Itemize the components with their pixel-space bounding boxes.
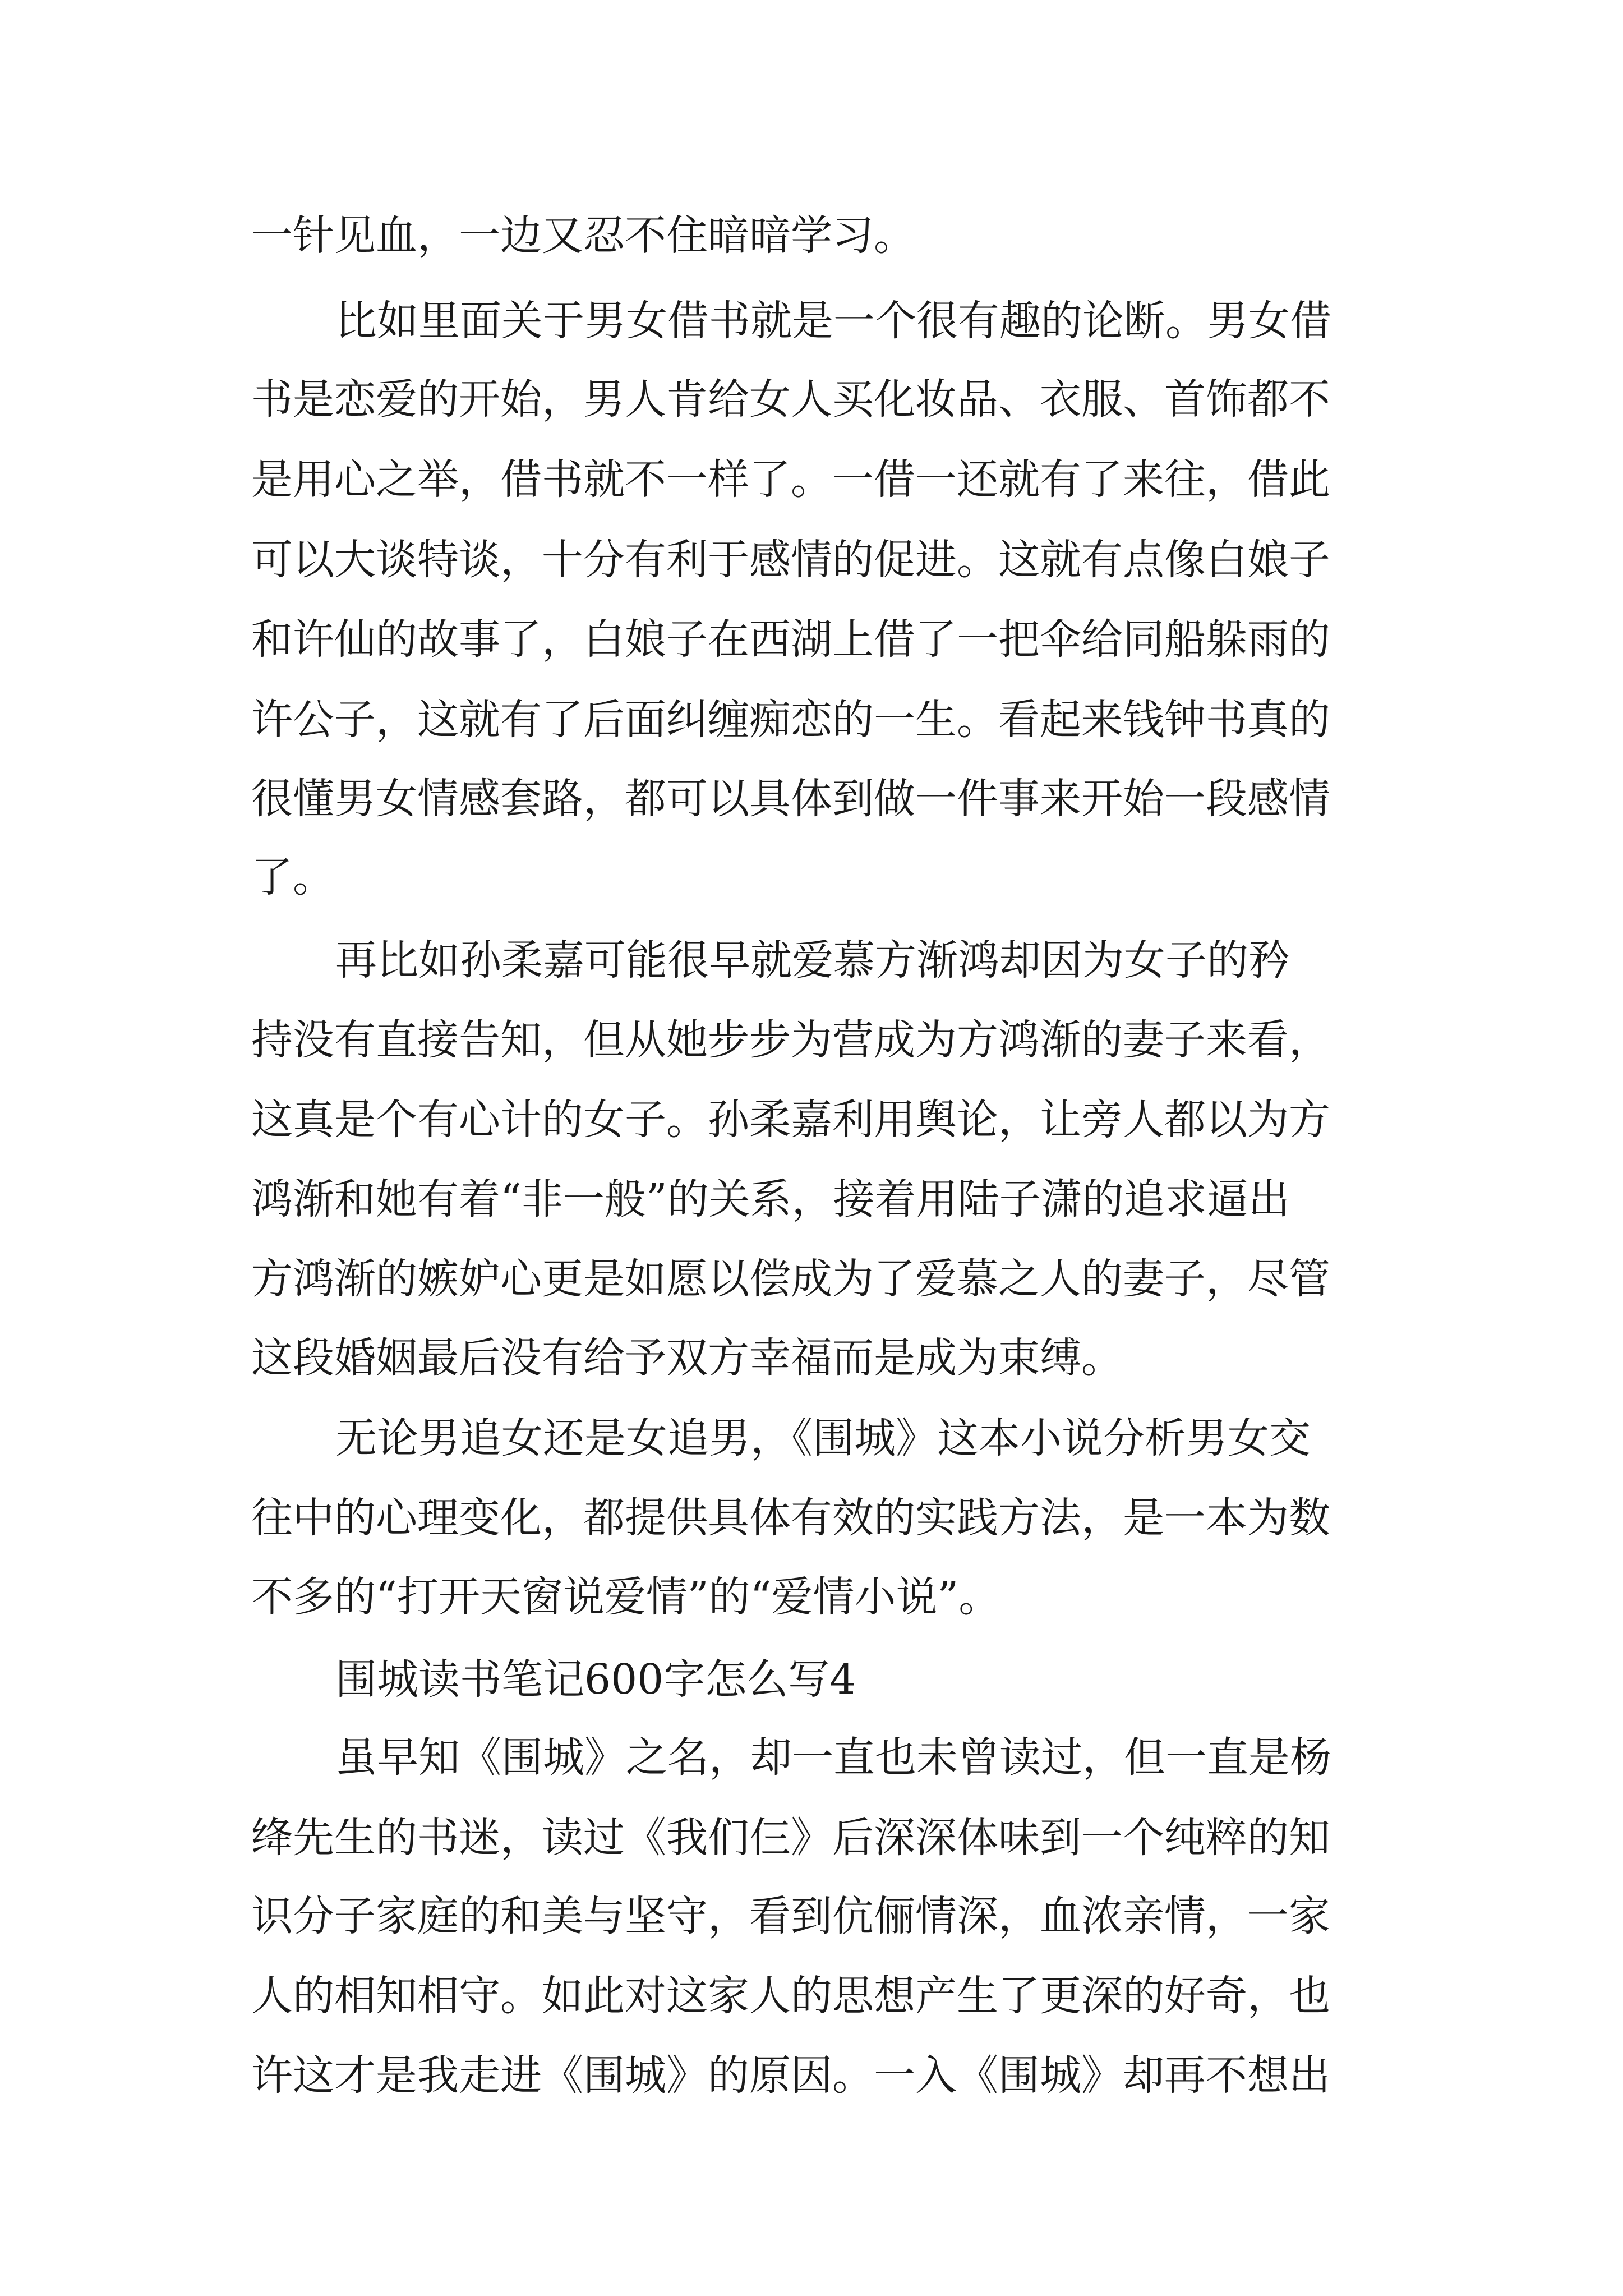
text-line: 无论男追女还是女追男，《围城》这本小说分析男女交 (335, 1414, 1311, 1462)
text-line: 虽早知《围城》之名，却一直也未曾读过，但一直是杨 (335, 1733, 1331, 1782)
text-line: 方鸿渐的嫉妒心更是如愿以偿成为了爱慕之人的妻子，尽管 (251, 1255, 1330, 1303)
text-line: 比如里面关于男女借书就是一个很有趣的论断。男女借 (335, 297, 1331, 345)
text-line: 许这才是我走进《围城》的原因。一入《围城》却再不想出 (251, 2051, 1330, 2100)
text-line: 往中的心理变化，都提供具体有效的实践方法，是一本为数 (251, 1494, 1330, 1542)
text-line: 这真是个有心计的女子。孙柔嘉利用舆论，让旁人都以为方 (251, 1096, 1330, 1144)
text-line: 是用心之举，借书就不一样了。一借一还就有了来往，借此 (251, 455, 1330, 504)
text-line: 一针见血，一边又忍不住暗暗学习。 (251, 211, 915, 260)
text-line: 鸿渐和她有着“非一般”的关系，接着用陆子潇的追求逼出 (251, 1175, 1290, 1223)
text-line: 了。 (251, 853, 334, 901)
text-line: 很懂男女情感套路，都可以具体到做一件事来开始一段感情 (251, 775, 1330, 823)
text-line: 这段婚姻最后没有给予双方幸福而是成为束缚。 (251, 1334, 1123, 1382)
text-line: 人的相知相守。如此对这家人的思想产生了更深的好奇，也 (251, 1972, 1330, 2020)
section-heading: 围城读书笔记600字怎么写4 (335, 1655, 856, 1704)
text-line: 绛先生的书迷，读过《我们仨》后深深体味到一个纯粹的知 (251, 1814, 1330, 1862)
text-line: 书是恋爱的开始，男人肯给女人买化妆品、衣服、首饰都不 (251, 375, 1330, 424)
text-line: 可以大谈特谈，十分有利于感情的促进。这就有点像白娘子 (251, 536, 1330, 584)
text-line: 再比如孙柔嘉可能很早就爱慕方渐鸿却因为女子的矜 (335, 936, 1290, 984)
text-line: 和许仙的故事了，白娘子在西湖上借了一把伞给同船躲雨的 (251, 615, 1330, 664)
text-line: 持没有直接告知，但从她步步为营成为方鸿渐的妻子来看， (251, 1016, 1330, 1064)
text-line: 识分子家庭的和美与坚守，看到伉俪情深，血浓亲情，一家 (251, 1892, 1330, 1940)
text-line: 不多的“打开天窗说爱情”的“爱情小说”。 (251, 1573, 1000, 1621)
text-line: 许公子，这就有了后面纠缠痴恋的一生。看起来钱钟书真的 (251, 696, 1330, 744)
